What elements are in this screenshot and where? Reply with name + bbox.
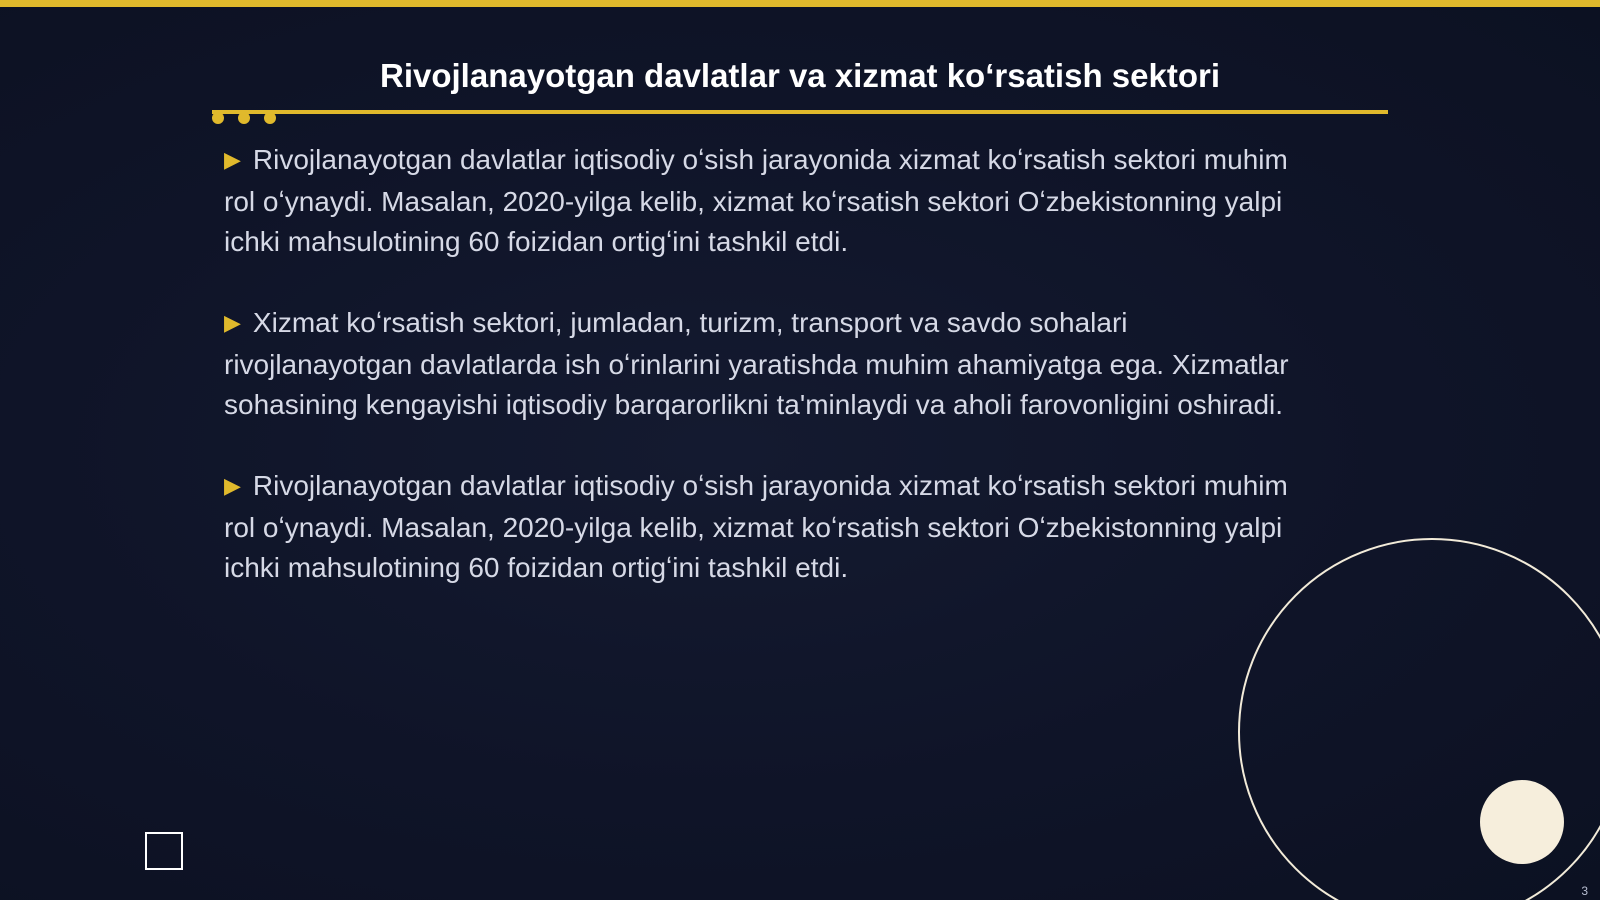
slide-title: Rivojlanayotgan davlatlar va xizmat koʻrsatish sektori <box>380 57 1220 94</box>
bullet-arrow-icon: ▶ <box>224 310 241 335</box>
top-accent-bar <box>0 0 1600 7</box>
decorative-square-outline <box>145 832 183 870</box>
decorative-circle-filled <box>1480 780 1564 864</box>
bullet-arrow-icon: ▶ <box>224 147 241 172</box>
bullet-text-3: Rivojlanayotgan davlatlar iqtisodiy oʻsish jarayonida xizmat koʻrsatish sektori muhim rol oʻynaydi. Masalan, 2020-yilga kelib, xizmat koʻrsatish sektori Oʻzbekistonning yalpi ichki mahsulotining 60 foizidan ortigʻini tashkil etdi. <box>224 470 1288 583</box>
bullet-arrow-icon: ▶ <box>224 473 241 498</box>
page-number: 3 <box>1581 884 1588 898</box>
bullet-text-1: Rivojlanayotgan davlatlar iqtisodiy oʻsish jarayonida xizmat koʻrsatish sektori muhim rol oʻynaydi. Masalan, 2020-yilga kelib, xizmat koʻrsatish sektori Oʻzbekistonning yalpi ichki mahsulotining 60 foizidan ortigʻini tashkil etdi. <box>224 144 1288 257</box>
decorative-dot <box>212 112 224 124</box>
bullet-text-2: Xizmat koʻrsatish sektori, jumladan, turizm, transport va savdo sohalari rivojlanayotgan davlatlarda ish oʻrinlarini yaratishda muhim ahamiyatga ega. Xizmatlar sohasining kengayishi iqtisodiy barqarorlikni ta'minlaydi va aholi farovonligini oshiradi. <box>224 307 1289 420</box>
decorative-dot <box>264 112 276 124</box>
bullet-paragraph-1 <box>224 140 1314 262</box>
bullet-list <box>224 140 1314 629</box>
title-underline <box>212 110 1388 114</box>
bullet-paragraph-3 <box>224 466 1314 588</box>
decorative-dot <box>238 112 250 124</box>
bullet-paragraph-2 <box>224 303 1314 425</box>
